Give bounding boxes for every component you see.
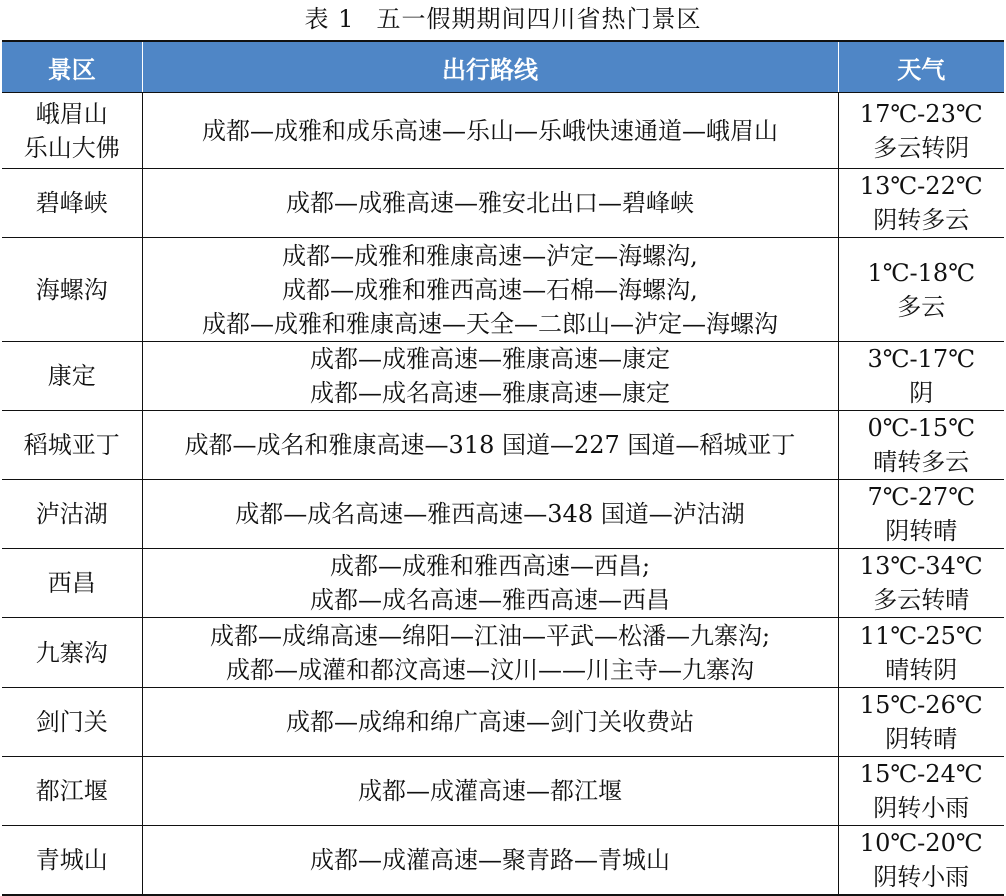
- weather-condition: 阴转晴: [885, 725, 958, 753]
- route-line: 成都—成名高速—雅西高速—西昌: [310, 586, 670, 614]
- table-row: [2, 169, 1004, 238]
- route-cell: [142, 688, 838, 757]
- route-cell: [142, 480, 838, 549]
- table-row: [2, 688, 1004, 757]
- temperature-range: 10℃-20℃: [859, 829, 983, 857]
- spot-cell: [2, 169, 142, 238]
- weather-cell: [838, 826, 1004, 896]
- route-line: 成都—成灌高速—聚青路—青城山: [310, 846, 670, 874]
- header-row: [2, 41, 1004, 93]
- table-row: [2, 480, 1004, 549]
- route-line: 成都—成名高速—雅康高速—康定: [310, 379, 670, 407]
- spot-name: 峨眉山: [35, 99, 108, 128]
- weather-cell: [838, 480, 1004, 549]
- table-caption: [0, 0, 1006, 40]
- weather-condition: 多云: [897, 292, 946, 321]
- route-cell: [142, 618, 838, 688]
- temperature-range: 17℃-23℃: [859, 99, 983, 128]
- spot-name: 海螺沟: [35, 275, 108, 304]
- route-line: 成都—成灌和都汶高速—汶川——川主寺—九寨沟: [226, 655, 754, 684]
- header-spot: 景区: [2, 41, 142, 93]
- spot-name: 稻城亚丁: [23, 431, 120, 459]
- route-line: 成都—成雅和雅西高速—石棉—海螺沟,: [282, 275, 698, 304]
- weather-cell: [838, 342, 1004, 411]
- table-row: [2, 93, 1004, 169]
- spot-cell: [2, 688, 142, 757]
- route-line: 成都—成绵和绵广高速—剑门关收费站: [286, 708, 694, 736]
- header-route: 出行路线: [142, 41, 838, 93]
- route-line: 成都—成绵高速—绵阳—江油—平武—松潘—九寨沟;: [209, 621, 771, 650]
- temperature-range: 7℃-27℃: [867, 483, 976, 511]
- spot-cell: [2, 93, 142, 169]
- table-row: [2, 618, 1004, 688]
- spot-name: 康定: [47, 362, 96, 390]
- route-line: 成都—成雅和雅康高速—泸定—海螺沟,: [282, 241, 698, 270]
- temperature-range: 3℃-17℃: [867, 345, 976, 373]
- weather-cell: [838, 549, 1004, 618]
- weather-cell: [838, 757, 1004, 826]
- route-line: 成都—成雅和雅西高速—西昌;: [329, 552, 651, 580]
- table-row: [2, 342, 1004, 411]
- route-line: 成都—成雅和成乐高速—乐山—乐峨快速通道—峨眉山: [202, 116, 778, 145]
- weather-condition: 晴转阴: [885, 655, 958, 684]
- weather-cell: [838, 93, 1004, 169]
- weather-condition: 多云转晴: [873, 586, 970, 614]
- spot-cell: [2, 480, 142, 549]
- temperature-range: 13℃-34℃: [859, 552, 983, 580]
- spot-name: 泸沽湖: [35, 500, 108, 528]
- weather-condition: 阴: [909, 379, 934, 407]
- route-cell: [142, 342, 838, 411]
- spot-cell: [2, 618, 142, 688]
- weather-cell: [838, 411, 1004, 480]
- route-line: 成都—成雅和雅康高速—天全—二郎山—泸定—海螺沟: [202, 309, 778, 338]
- header-weather: 天气: [838, 41, 1004, 93]
- route-line: 成都—成名和雅康高速—318 国道—227 国道—稻城亚丁: [184, 431, 796, 459]
- temperature-range: 11℃-25℃: [859, 621, 983, 650]
- temperature-range: 0℃-15℃: [867, 414, 976, 442]
- spot-cell: [2, 757, 142, 826]
- spot-name: 乐山大佛: [23, 133, 120, 162]
- weather-condition: 阴转多云: [873, 206, 970, 234]
- scenic-spots-table: [2, 40, 1004, 896]
- spot-cell: [2, 826, 142, 896]
- spot-name: 九寨沟: [35, 638, 108, 667]
- weather-condition: 多云转阴: [873, 133, 970, 162]
- spot-cell: [2, 549, 142, 618]
- temperature-range: 13℃-22℃: [859, 172, 983, 200]
- temperature-range: 15℃-24℃: [859, 760, 983, 788]
- temperature-range: 1℃-18℃: [867, 258, 976, 287]
- table-row: [2, 757, 1004, 826]
- weather-condition: 阴转小雨: [873, 863, 970, 891]
- spot-name: 青城山: [35, 846, 108, 874]
- spot-name: 西昌: [47, 569, 96, 597]
- route-cell: [142, 238, 838, 342]
- weather-condition: 晴转多云: [873, 448, 970, 476]
- route-cell: [142, 826, 838, 896]
- weather-cell: [838, 688, 1004, 757]
- table-row: [2, 411, 1004, 480]
- table-row: [2, 238, 1004, 342]
- spot-name: 碧峰峡: [35, 189, 108, 217]
- weather-cell: [838, 618, 1004, 688]
- spot-cell: [2, 238, 142, 342]
- route-line: 成都—成雅高速—雅康高速—康定: [310, 345, 670, 373]
- route-cell: [142, 169, 838, 238]
- weather-cell: [838, 169, 1004, 238]
- spot-cell: [2, 411, 142, 480]
- route-line: 成都—成名高速—雅西高速—348 国道—泸沽湖: [235, 500, 745, 528]
- route-cell: [142, 411, 838, 480]
- route-line: 成都—成灌高速—都江堰: [358, 777, 622, 805]
- spot-name: 都江堰: [35, 777, 108, 805]
- table-number: 表 1: [304, 5, 355, 33]
- weather-condition: 阴转小雨: [873, 794, 970, 822]
- temperature-range: 15℃-26℃: [859, 691, 983, 719]
- table-row: [2, 549, 1004, 618]
- table-title: 五一假期期间四川省热门景区: [376, 5, 702, 33]
- route-cell: [142, 549, 838, 618]
- route-cell: [142, 93, 838, 169]
- spot-cell: [2, 342, 142, 411]
- weather-cell: [838, 238, 1004, 342]
- spot-name: 剑门关: [35, 708, 108, 736]
- table-row: [2, 826, 1004, 896]
- route-cell: [142, 757, 838, 826]
- route-line: 成都—成雅高速—雅安北出口—碧峰峡: [286, 189, 694, 217]
- weather-condition: 阴转晴: [885, 517, 958, 545]
